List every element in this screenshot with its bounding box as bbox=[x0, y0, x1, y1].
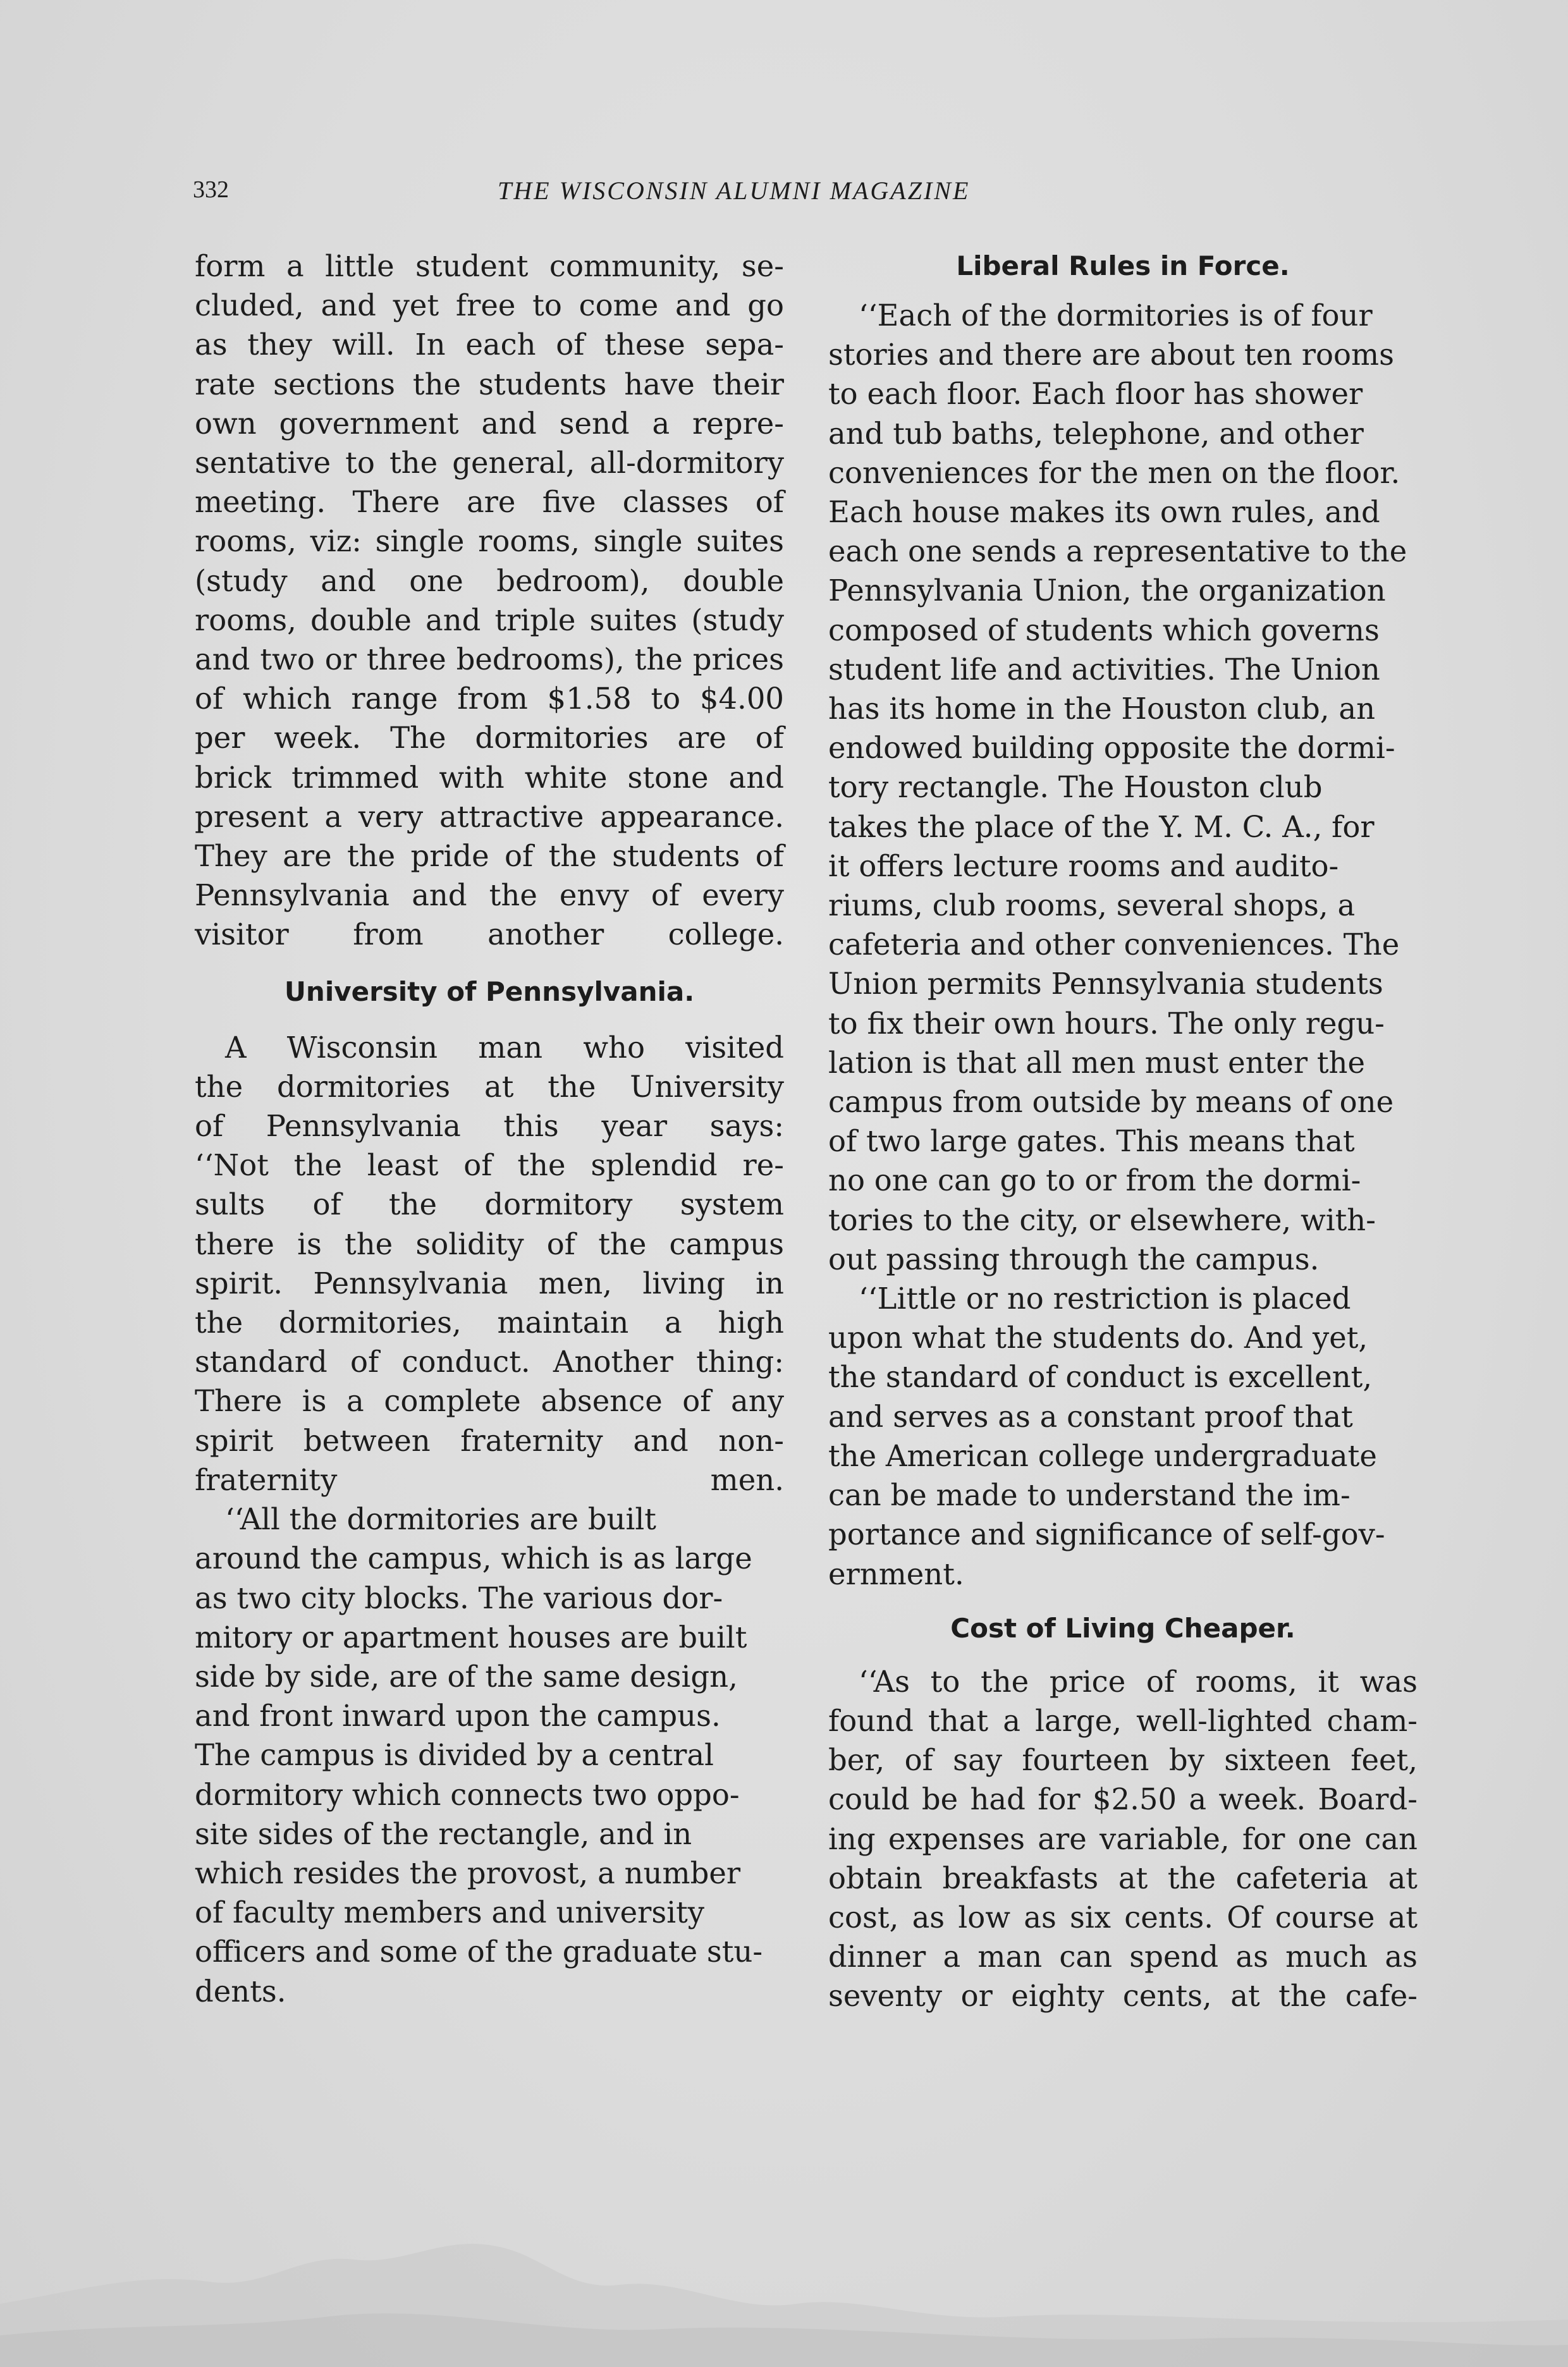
paper-stain bbox=[0, 2064, 1568, 2367]
paragraph: ‘‘All the dormitories are built around the campus, which is as large as two city blocks. The various dor- mitory or apartment houses are built side by side, are of the same design, and front inward upon the campus. The campus is divided by a central dormitory which connects two oppo- site sides of the rectangle, and in which resides the provost, a number of faculty members and university officers and some of the graduate stu- dents. bbox=[195, 1502, 763, 2009]
right-column bbox=[828, 247, 1418, 2016]
paragraph: ‘‘Little or no restriction is placed upon what the students do. And yet, the standard of conduct is excellent, and serves as a constant proof that the American college undergraduate can be made to understand the im- portance and significance of self-gov- ernment. bbox=[828, 1281, 1385, 1591]
left-column bbox=[195, 247, 784, 2011]
paragraph: ‘‘Each of the dormitories is of four stories and there are about ten rooms to each floor. Each floor has shower and tub baths, telephone, and other conveniences for the men on the floor. Each house makes its own rules, and each one sends a representative to the Pennsylvania Union, the organization composed of students which governs student life and activities. The Union has its home in the Houston club, an endowed building opposite the dormi- tory rectangle. The Houston club takes the place of the Y. M. C. A., for it offers lecture rooms and audito- riums, club rooms, several shops, a cafeteria and other conveniences. The Union permits Pennsylvania students to fix their own hours. The only regu- lation is that all men must enter the campus from outside by means of one of two large gates. This means that no one can go to or from the dormi- tories to the city, or elsewhere, with- out passing through the campus. bbox=[828, 298, 1407, 1276]
paragraph: form a little student community, se- cluded, and yet free to come and go as they will. In each of these sepa- rate sections the students have their own government and send a repre- sentative to the general, all-dormitory meeting. There are five classes of rooms, viz: single rooms, single suites (study and one bedroom), double rooms, double and triple suites (study and two or three bedrooms), the prices of which range from $1.58 to $4.00 per week. The dormitories are of brick trimmed with white stone and present a very attractive appearance. They are the pride of the students of Pennsylvania and the envy of every visitor from another college. bbox=[195, 249, 784, 952]
section-heading: Cost of Living Cheaper. bbox=[950, 1612, 1295, 1644]
running-header bbox=[193, 176, 1091, 207]
paragraph: ‘‘As to the price of rooms, it was found that a large, well-lighted cham- ber, of say fourteen by sixteen feet, could be had for $2.50 a week. Board- ing expenses are variable, for one can obtain breakfasts at the cafeteria at cost, as low as six cents. Of course at dinner a man can spend as much as seventy or eighty cents, at the cafe- bbox=[828, 1664, 1418, 2014]
journal-title: THE WISCONSIN ALUMNI MAGAZINE bbox=[498, 176, 971, 205]
section-heading: Liberal Rules in Force. bbox=[956, 250, 1290, 281]
page-number: 332 bbox=[193, 176, 229, 203]
paragraph: A Wisconsin man who visited the dormitories at the University of Pennsylvania this year says: ‘‘Not the least of the splendid re- sults of the dormitory system there is the solidity of the campus spirit. Pennsylvania men, living in the dormitories, maintain a high standard of conduct. Another thing: There is a complete absence of any spirit between fraternity and non- fraternity men. bbox=[195, 1030, 784, 1497]
section-heading: University of Pennsylvania. bbox=[284, 976, 695, 1007]
